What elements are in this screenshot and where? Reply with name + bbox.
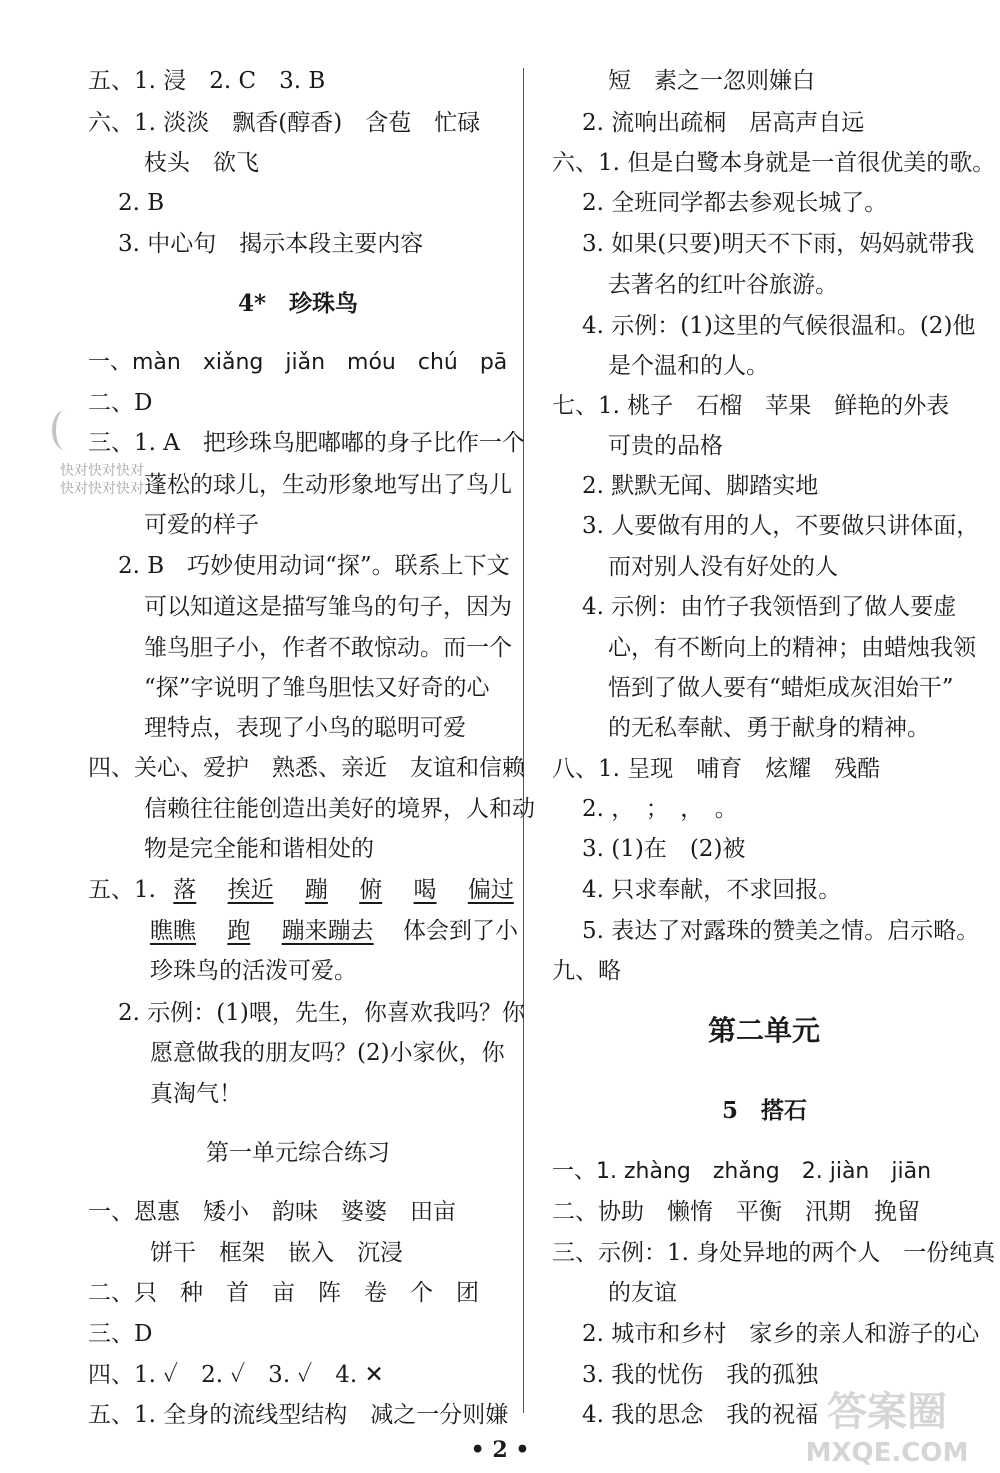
underlined-word: 蹦来蹦去 <box>281 918 374 944</box>
answer-line: 二、协助 懒惰 平衡 汛期 挽留 <box>552 1199 920 1225</box>
underlined-word: 挨近 <box>227 877 274 903</box>
answer-line: 八、1. 呈现 哺育 炫耀 残酷 <box>552 756 881 782</box>
section-title: 第一单元综合练习 <box>206 1140 390 1166</box>
underlined-word: 俯 <box>359 877 383 903</box>
answer-line: 饼干 框架 嵌入 沉浸 <box>150 1240 403 1266</box>
item-prefix: 五、1. <box>88 877 156 903</box>
answer-line: 三、示例：1. 身处异地的两个人 一份纯真 <box>552 1240 996 1266</box>
watermark-text <box>60 462 144 498</box>
underlined-word: 蹦 <box>304 877 328 903</box>
answer-line: 的友谊 <box>608 1280 677 1306</box>
answer-line: 2. 全班同学都去参观长城了。 <box>582 190 888 216</box>
answer-line: 信赖往往能创造出美好的境界，人和动 <box>144 796 535 822</box>
answer-line: 3. 如果(只要)明天不下雨，妈妈就带我 <box>582 231 975 257</box>
answer-line: 5. 表达了对露珠的赞美之情。启示略。 <box>582 918 980 944</box>
underlined-word: 落 <box>173 877 197 903</box>
answer-line: 六、1. 淡淡 飘香(醇香) 含苞 忙碌 <box>88 110 481 136</box>
answer-line-underlined <box>88 875 514 905</box>
answer-line-pinyin: 一、1. zhàng zhǎng 2. jiàn jiān <box>552 1159 932 1184</box>
answer-line: 四、1. ✓ 2. ✓ 3. ✓ 4. ✕ <box>88 1362 384 1388</box>
answer-line: 可爱的样子 <box>144 512 259 538</box>
answer-line: 3. 中心句 揭示本段主要内容 <box>118 231 424 257</box>
answer-line: 三、1. A 把珍珠鸟肥嘟嘟的身子比作一个 <box>88 430 525 456</box>
answer-line: 七、1. 桃子 石榴 苹果 鲜艳的外表 <box>552 393 950 419</box>
watermark-logo-url: MXQE.COM <box>805 1438 969 1468</box>
answer-line: 2. B <box>118 190 165 216</box>
answer-line: 九、略 <box>552 958 621 984</box>
watermark-line-1: 快对快对快对 <box>60 463 144 479</box>
answer-line: 雏鸟胆子小，作者不敢惊动。而一个 <box>144 635 512 661</box>
watermark-logo <box>782 1379 992 1469</box>
answer-line: 2. 示例：(1)喂，先生，你喜欢我吗？你 <box>118 1000 525 1026</box>
underlined-word: 偏过 <box>467 877 514 903</box>
underlined-word: 喝 <box>413 877 437 903</box>
watermark-logo-text: 答案圈 <box>827 1389 947 1435</box>
answer-line: 珍珠鸟的活泼可爱。 <box>150 958 357 984</box>
answer-line: 可贵的品格 <box>608 433 723 459</box>
answer-line: 四、关心、爱护 熟悉、亲近 友谊和信赖 <box>88 755 525 781</box>
column-divider <box>523 68 524 1413</box>
answer-text: 体会到了小 <box>402 918 518 944</box>
lesson-title: 4* 珍珠鸟 <box>238 290 359 317</box>
underlined-word: 跑 <box>227 918 251 944</box>
answer-line: 心，有不断向上的精神；由蜡烛我领 <box>608 635 976 661</box>
answer-line: 悟到了做人要有“蜡炬成灰泪始干” <box>608 675 954 701</box>
answer-line: 2. 城市和乡村 家乡的亲人和游子的心 <box>582 1321 980 1347</box>
unit-title: 第二单元 <box>708 1014 821 1047</box>
answer-line: 五、1. 全身的流线型结构 减之一分则嫌 <box>88 1402 509 1428</box>
underlined-word: 瞧瞧 <box>150 918 196 944</box>
answer-line: 短 素之一忽则嫌白 <box>608 68 815 94</box>
answer-line: 二、D <box>88 390 153 416</box>
answer-line: 4. 示例：(1)这里的气候很温和。(2)他 <box>582 313 976 339</box>
answer-line: 2. 默默无闻、脚踏实地 <box>582 473 819 499</box>
answer-line: 2. 流响出疏桐 居高声自远 <box>582 110 865 136</box>
answer-line: 去著名的红叶谷旅游。 <box>608 272 838 298</box>
answer-line: 蓬松的球儿，生动形象地写出了鸟儿 <box>144 472 512 498</box>
lesson-title: 5 搭石 <box>722 1097 808 1124</box>
answer-line: 3. (1)在 (2)被 <box>582 836 746 862</box>
page-number: • 2 • <box>470 1437 530 1463</box>
answer-line: 枝头 欲飞 <box>144 150 259 176</box>
answer-line: 六、1. 但是白鹭本身就是一首很优美的歌。 <box>552 150 996 176</box>
answer-line: 三、D <box>88 1321 153 1347</box>
answer-line: “探”字说明了雏鸟胆怯又好奇的心 <box>144 675 490 701</box>
answer-line-underlined <box>150 916 518 946</box>
answer-line: 4. 示例：由竹子我领悟到了做人要虚 <box>582 594 957 620</box>
answer-line: 是个温和的人。 <box>608 353 769 379</box>
answer-line: 3. 我的忧伤 我的孤独 <box>582 1362 819 1388</box>
answer-line: 的无私奉献、勇于献身的精神。 <box>608 715 930 741</box>
answer-line: 2. ， ； ， 。 <box>582 796 738 822</box>
answer-line: 4. 我的思念 我的祝福 <box>582 1402 819 1428</box>
answer-line: 一、恩惠 矮小 韵味 婆婆 田亩 <box>88 1199 456 1225</box>
answer-line: 4. 只求奉献，不求回报。 <box>582 877 842 903</box>
watermark-line-2: 快对快对快对 <box>60 481 144 497</box>
answer-line: 可以知道这是描写雏鸟的句子，因为 <box>144 594 512 620</box>
answer-line: 物是完全能和谐相处的 <box>144 836 374 862</box>
answer-line: 理特点，表现了小鸟的聪明可爱 <box>144 715 466 741</box>
answer-line: 五、1. 浸 2. C 3. B <box>88 68 326 94</box>
watermark-mark <box>52 410 78 450</box>
answer-line: 3. 人要做有用的人，不要做只讲体面， <box>582 513 980 539</box>
answer-line: 2. B 巧妙使用动词“探”。联系上下文 <box>118 553 510 579</box>
answer-line-pinyin: 一、màn xiǎng jiǎn móu chú pā <box>88 350 508 375</box>
answer-line: 真淘气！ <box>150 1081 242 1107</box>
answer-line: 愿意做我的朋友吗？(2)小家伙，你 <box>150 1040 505 1066</box>
answer-line: 二、只 种 首 亩 阵 卷 个 团 <box>88 1280 479 1306</box>
answer-line: 而对别人没有好处的人 <box>608 554 838 580</box>
